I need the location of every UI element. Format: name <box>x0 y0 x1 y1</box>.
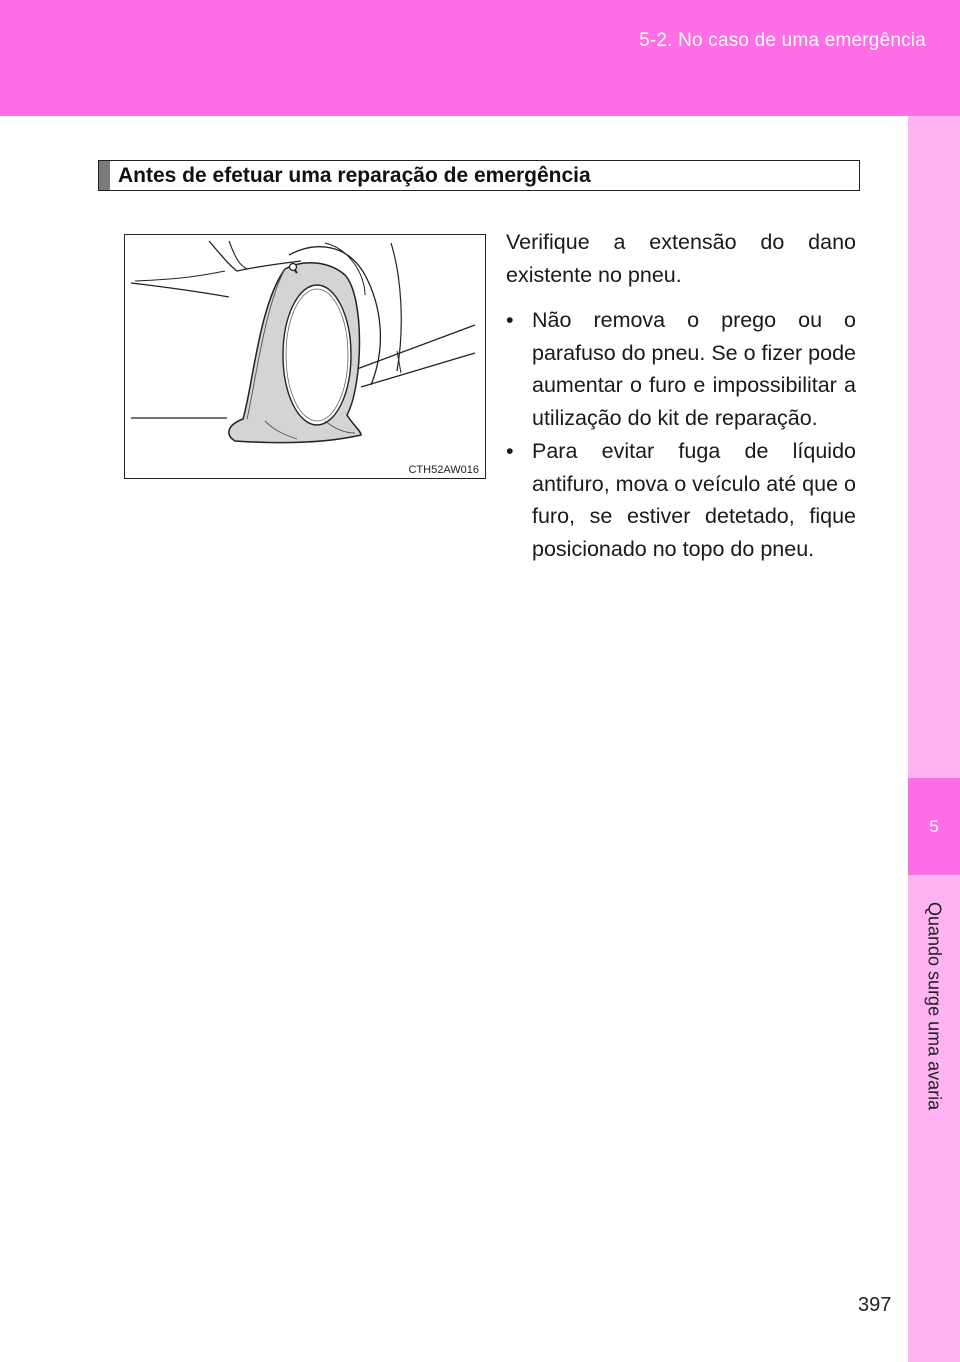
list-item <box>506 435 856 565</box>
page-header <box>0 0 960 116</box>
bullet-symbol: • <box>506 439 514 463</box>
chapter-number: 5 <box>929 816 939 836</box>
section-heading <box>98 160 860 191</box>
list-item-text: Não remova o prego ou o parafuso do pneu. Se o fizer pode aumentar o furo e impossibilitar a utilização do kit de reparação. <box>532 308 856 430</box>
heading-accent-bar <box>99 161 110 190</box>
list-item <box>506 304 856 434</box>
chapter-title: Quando surge uma avaria <box>924 901 945 1111</box>
section-title: 5-2. No caso de uma emergência <box>639 30 926 51</box>
chapter-title-tab <box>908 886 960 1126</box>
intro-paragraph: Verifique a extensão do dano existente no pneu. <box>506 230 856 287</box>
page-number: 397 <box>858 1294 892 1316</box>
bullet-list <box>506 304 856 565</box>
list-item-text: Para evitar fuga de líquido antifuro, mova o veículo até que o furo, se estiver detetado, fique posicionado no topo do pneu. <box>532 439 856 561</box>
side-tab <box>908 116 960 1362</box>
body-text <box>506 226 856 566</box>
section-heading-text: Antes de efetuar uma reparação de emergência <box>118 163 591 187</box>
figure-box <box>124 234 486 479</box>
bullet-symbol: • <box>506 308 514 332</box>
chapter-number-tab <box>908 778 960 875</box>
flat-tire-illustration-icon <box>125 235 484 477</box>
figure-code: CTH52AW016 <box>408 464 479 476</box>
